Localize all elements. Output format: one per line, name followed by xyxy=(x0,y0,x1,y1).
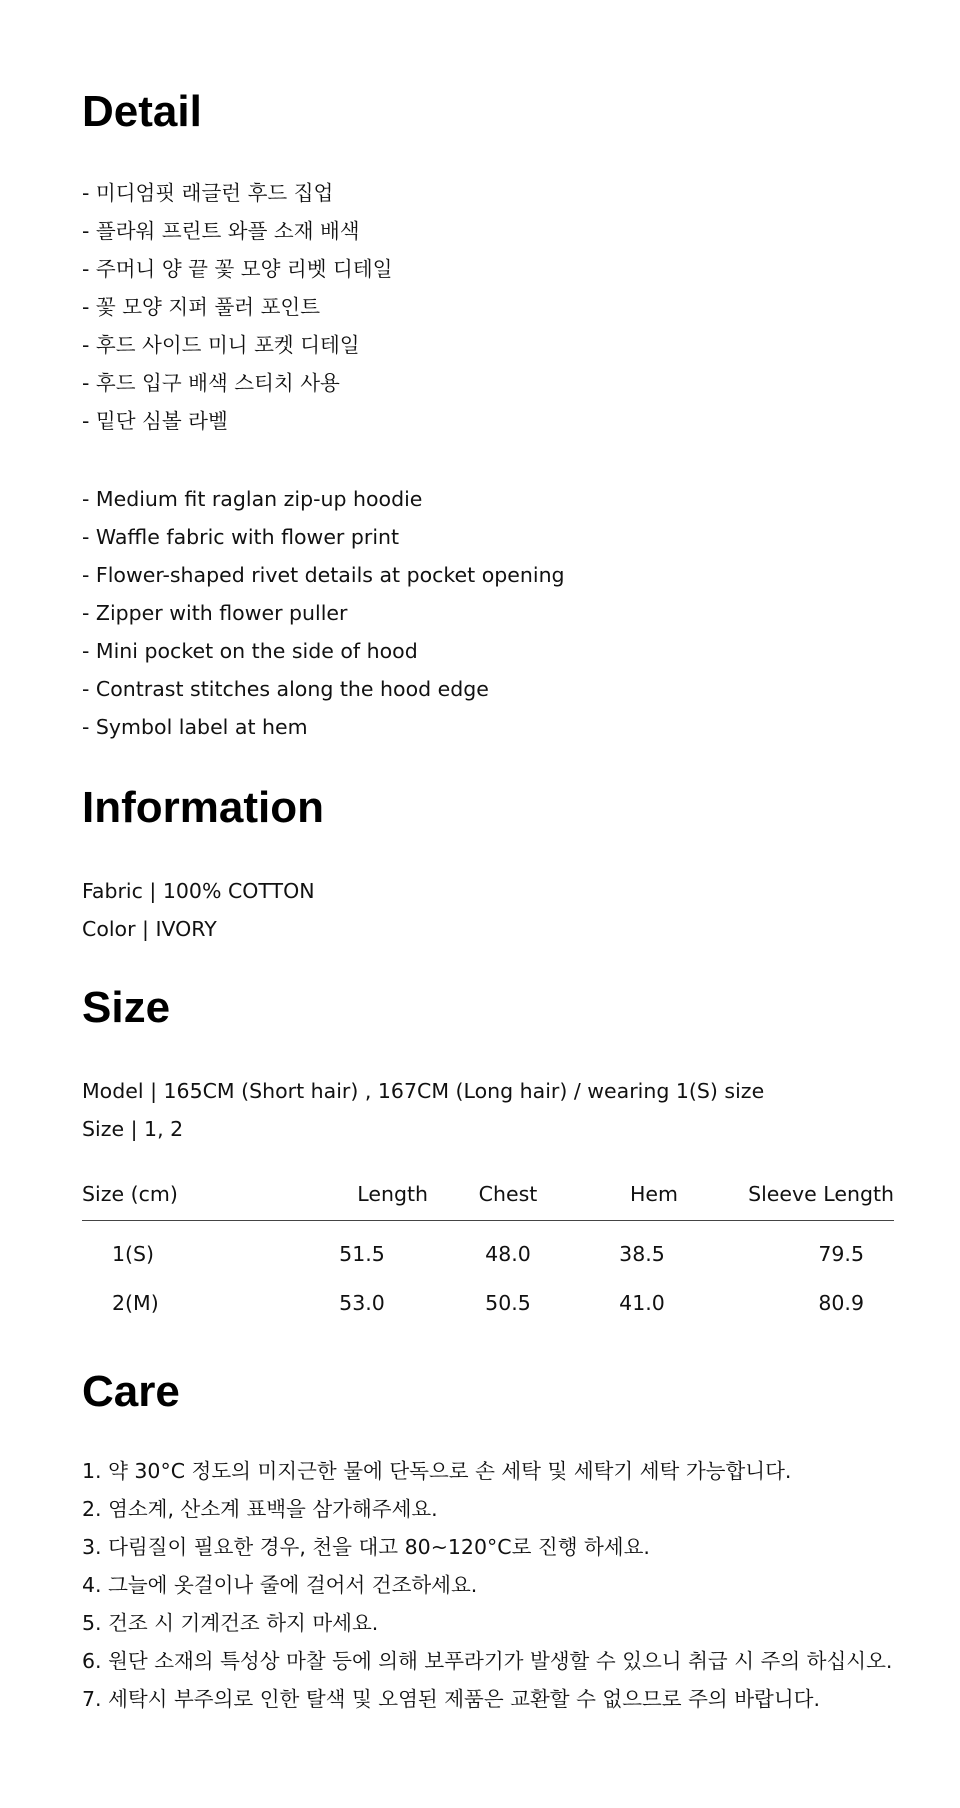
table-cell: 51.5 xyxy=(339,1241,385,1266)
detail-english-list xyxy=(82,480,565,746)
list-item: - 미디엄핏 래글런 후드 집업 xyxy=(82,181,334,205)
table-cell: 41.0 xyxy=(619,1290,665,1315)
table-cell: 48.0 xyxy=(485,1241,531,1266)
table-cell: 2(M) xyxy=(112,1290,159,1315)
detail-heading: Detail xyxy=(82,87,202,136)
information-block xyxy=(82,872,315,948)
fabric-info: Fabric | 100% COTTON xyxy=(82,879,315,903)
list-item: 7. 세탁시 부주의로 인한 탈색 및 오염된 제품은 교환할 수 없으므로 주의 바랍니다. xyxy=(82,1687,820,1711)
table-cell: 38.5 xyxy=(619,1241,665,1266)
list-item: 5. 건조 시 기계건조 하지 마세요. xyxy=(82,1611,379,1635)
list-item: 4. 그늘에 옷걸이나 줄에 걸어서 건조하세요. xyxy=(82,1573,478,1597)
column-header: Length xyxy=(212,1168,428,1221)
size-info-block xyxy=(82,1072,764,1148)
list-item: - 후드 사이드 미니 포켓 디테일 xyxy=(82,333,360,357)
care-list xyxy=(82,1452,892,1718)
model-info: Model | 165CM (Short hair) , 167CM (Long hair) / wearing 1(S) size xyxy=(82,1079,765,1103)
table-cell: 1(S) xyxy=(112,1241,155,1266)
table-row xyxy=(82,1278,894,1327)
list-item: - Mini pocket on the side of hood xyxy=(82,639,418,663)
list-item: - Flower-shaped rivet details at pocket opening xyxy=(82,563,565,587)
list-item: - Medium fit raglan zip-up hoodie xyxy=(82,487,423,511)
size-options-info: Size | 1, 2 xyxy=(82,1117,184,1141)
list-item: - Zipper with flower puller xyxy=(82,601,348,625)
column-header: Sleeve Length xyxy=(736,1168,894,1221)
table-row xyxy=(82,1221,894,1279)
list-item: - 플라워 프린트 와플 소재 배색 xyxy=(82,219,360,243)
table-cell: 80.9 xyxy=(818,1290,864,1315)
column-header: Chest xyxy=(428,1168,544,1221)
list-item: - Waffle fabric with flower print xyxy=(82,525,400,549)
list-item: - 꽃 모양 지퍼 풀러 포인트 xyxy=(82,295,321,319)
table-header-row xyxy=(82,1168,894,1221)
list-item: 6. 원단 소재의 특성상 마찰 등에 의해 보푸라기가 발생할 수 있으니 취급 시 주의 하십시오. xyxy=(82,1649,893,1673)
list-item: - 후드 입구 배색 스티치 사용 xyxy=(82,371,340,395)
list-item: - 주머니 양 끝 꽃 모양 리벳 디테일 xyxy=(82,257,393,281)
list-item: - Contrast stitches along the hood edge xyxy=(82,677,489,701)
size-table xyxy=(82,1168,894,1327)
list-item: - Symbol label at hem xyxy=(82,715,308,739)
size-heading: Size xyxy=(82,983,171,1032)
color-info: Color | IVORY xyxy=(82,917,217,941)
column-header: Size (cm) xyxy=(82,1168,212,1221)
list-item: - 밑단 심볼 라벨 xyxy=(82,409,228,433)
list-item: 3. 다림질이 필요한 경우, 천을 대고 80~120°C로 진행 하세요. xyxy=(82,1535,650,1559)
list-item: 1. 약 30°C 정도의 미지근한 물에 단독으로 손 세탁 및 세탁기 세탁 가능합니다. xyxy=(82,1459,792,1483)
detail-korean-list xyxy=(82,174,392,440)
list-item: 2. 염소계, 산소계 표백을 삼가해주세요. xyxy=(82,1497,438,1521)
table-cell: 50.5 xyxy=(485,1290,531,1315)
table-cell: 79.5 xyxy=(818,1241,864,1266)
information-heading: Information xyxy=(82,783,324,832)
care-heading: Care xyxy=(82,1367,180,1416)
table-cell: 53.0 xyxy=(339,1290,385,1315)
column-header: Hem xyxy=(544,1168,736,1221)
